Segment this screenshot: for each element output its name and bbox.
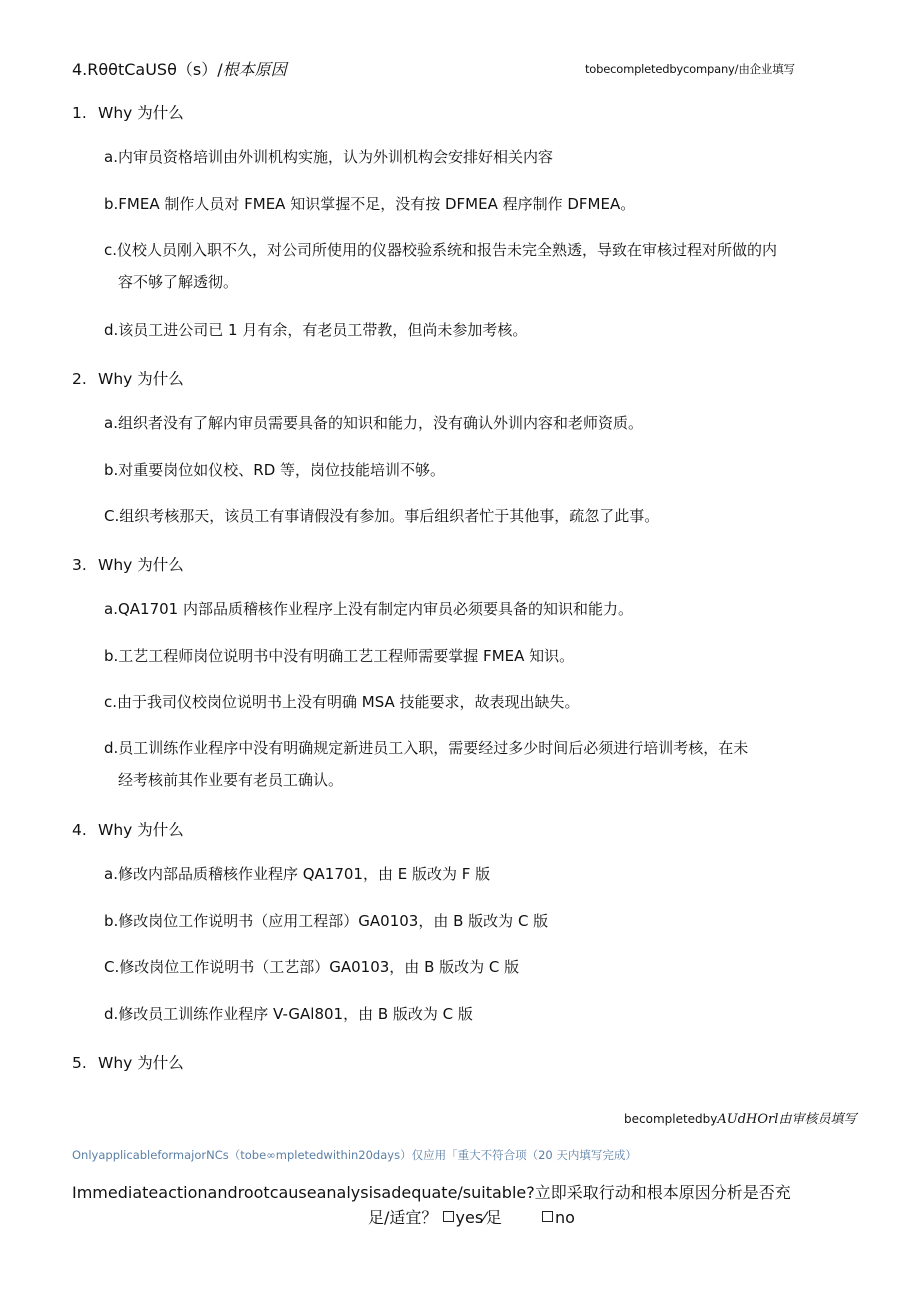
section-title-cn: 根本原因 [222, 60, 287, 79]
adequacy-choices [368, 1205, 575, 1228]
why-heading-4: 4. Why 为什么 [72, 821, 184, 839]
adequacy-question: Immediateactionandrootcauseanalysisadequate/suitable?立即采取行动和根本原因分析是否充 [72, 1183, 791, 1202]
company-note: tobecompletedbycompany/由企业填写 [585, 62, 795, 76]
yes-checkbox[interactable] [443, 1211, 454, 1222]
why-4-item-a: a.修改内部品质稽核作业程序 QA1701，由 E 版改为 F 版 [104, 865, 491, 883]
section-title: 4.RθθtCaUSθ（s）/根本原因 [72, 60, 287, 79]
auditor-note: becompletedbyAUdHOrl由审核员填写 [624, 1112, 857, 1127]
adequacy-question-line2: 足/适宜？ [368, 1208, 438, 1227]
major-nc-note: OnlyapplicableformajorNCs（tobe∞mpletedwithin20days）仅应用「重大不符合项（20 天内填写完成） [72, 1148, 637, 1162]
why-2-item-b: b.对重要岗位如仪校、RD 等，岗位技能培训不够。 [104, 461, 446, 479]
why-1-item-c: c.仪校人员刚入职不久，对公司所使用的仪器校验系统和报告未完全熟透，导致在审核过程对所做的内 容不够了解透彻。 [104, 241, 778, 291]
yes-option[interactable]: yes⁄足 [443, 1208, 502, 1227]
why-3-item-d: d.员工训练作业程序中没有明确规定新进员工入职，需要经过多少时间后必须进行培训考核，在未 经考核前其作业要有老员工确认。 [104, 739, 749, 789]
why-2-item-a: a.组织者没有了解内审员需要具备的知识和能力，没有确认外训内容和老师资质。 [104, 414, 643, 432]
why-1-item-d: d.该员工进公司已 1 月有余，有老员工带教，但尚未参加考核。 [104, 321, 528, 339]
why-4-item-d: d.修改员工训练作业程序 V-GAl801，由 B 版改为 C 版 [104, 1005, 473, 1023]
no-checkbox[interactable] [542, 1211, 553, 1222]
no-option[interactable]: no [542, 1208, 575, 1227]
why-3-item-a: a.QA1701 内部品质稽核作业程序上没有制定内审员必须要具备的知识和能力。 [104, 600, 633, 618]
why-heading-1: 1. Why 为什么 [72, 104, 184, 122]
why-heading-5: 5. Why 为什么 [72, 1054, 184, 1072]
why-3-item-b: b.工艺工程师岗位说明书中没有明确工艺工程师需要掌握 FMEA 知识。 [104, 647, 575, 665]
why-1-item-a: a.内审员资格培训由外训机构实施，认为外训机构会安排好相关内容 [104, 148, 553, 166]
why-4-item-b: b.修改岗位工作说明书（应用工程部）GA0103，由 B 版改为 C 版 [104, 912, 549, 930]
why-3-item-c: c.由于我司仪校岗位说明书上没有明确 MSA 技能要求，故表现出缺失。 [104, 693, 580, 711]
why-1-item-b: b.FMEA 制作人员对 FMEA 知识掌握不足，没有按 DFMEA 程序制作 DFMEA。 [104, 195, 636, 213]
why-heading-2: 2. Why 为什么 [72, 370, 184, 388]
why-4-item-c: C.修改岗位工作说明书（工艺部）GA0103，由 B 版改为 C 版 [104, 958, 520, 976]
why-heading-3: 3. Why 为什么 [72, 556, 184, 574]
why-2-item-c: C.组织考核那天，该员工有事请假没有参加。事后组织者忙于其他事，疏忽了此事。 [104, 507, 660, 525]
